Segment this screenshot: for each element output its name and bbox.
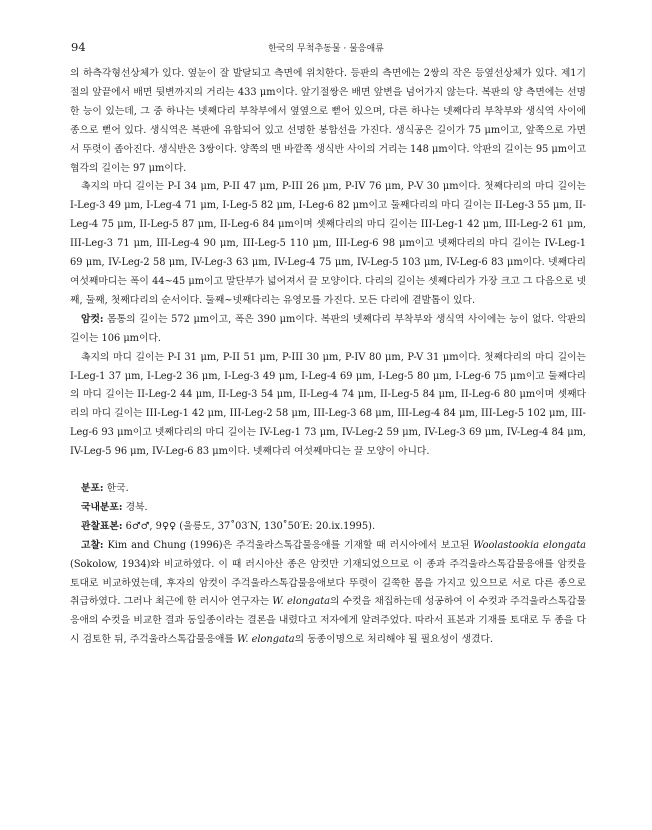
paragraph-female-description <box>70 311 586 349</box>
page-body <box>70 65 586 650</box>
species-name-w-elongata-2: W. elongata <box>237 634 295 646</box>
female-text: 몸통의 길이는 572 μm이고, 폭은 390 μm이다. 복판의 넷째다리 부착부와 생식역 사이에는 능이 없다. 악판의 길이는 106 μm이다. <box>70 313 586 344</box>
female-label: 암컷: <box>81 313 104 325</box>
domestic-distribution-line <box>70 499 586 518</box>
species-name-w-elongata-1: W. elongata <box>272 596 331 608</box>
paragraph-female-leg-measurements: 촉지의 마디 길이는 P-I 31 μm, P-II 51 μm, P-III 30 μm, P-IV 80 μm, P-V 31 μm이다. 첫째다리의 마디 길이는 I-Leg-1 37 μm, I-Leg-2 36 μm, I-Leg-3 49 μm, I-Leg-4 69 μm, I-Leg-5 80 μm, I-Leg-6 75 μm이고 둘째다리의 마디 길이는 II-Leg-2 44 μm, II-Leg-3 54 μm, II-Leg-4 74 μm, II-Leg-5 84 μm, II-Leg-6 80 μm이며 셋째다리의 마디 길이는 III-Leg-1 42 μm, III-Leg-2 58 μm, III-Leg-3 68 μm, III-Leg-4 84 μm, III-Leg-5 102 μm, III-Leg-6 93 μm이고 넷째다리의 마디 길이는 IV-Leg-1 73 μm, IV-Leg-2 59 μm, IV-Leg-3 69 μm, IV-Leg-4 84 μm, IV-Leg-5 96 μm, IV-Leg-6 83 μm이다. 넷째다리 여섯째마디는 끌 모양이 아니다. <box>70 351 586 458</box>
paragraph-male-description: 의 하측각형선상체가 있다. 옆눈이 잘 발달되고 측면에 위치한다. 등판의 측면에는 2쌍의 작은 등옆선상체가 있다. 제1기절의 앞끝에서 배면 뒷변까지의 거리는 433 μm이다. 앞기절쌍은 배면 앞변을 넘어가지 않는다. 복판의 양 측면에는 선명한 능이 있는데, 그 중 하나는 넷째다리 부착부에서 옆옆으로 뻗어 있으며, 다른 하나는 넷째다리 부착부와 생식역 사이에 종으로 뻗어 있다. 생식역은 복판에 유합되어 있고 선명한 봉합선을 가진다. 생식공은 길이가 75 μm이고, 앞쪽으로 가면서 뚜렷이 좁아진다. 생식반은 3쌍이다. 양쪽의 맨 바깥쪽 생식반 사이의 거리는 148 μm이다. 악판의 길이는 95 μm이고 협각의 길이는 97 μm이다. <box>70 68 586 174</box>
running-title: 한국의 무척추동물 · 물응애류 <box>268 44 384 54</box>
distribution-value: 한국. <box>106 483 129 495</box>
specimens-value: 6♂♂, 9♀♀ (울릉도, 37˚03′N, 130˚50′E: 20.ix.1995). <box>125 520 376 532</box>
distribution-line <box>70 480 586 499</box>
specimens-line <box>70 518 586 537</box>
species-name-woolastookia: Woolastookia elongata <box>473 539 586 551</box>
remarks-label: 고찰: <box>81 539 104 551</box>
remarks-text-3: 의 수컷을 채집하는데 성공하여 이 수컷과 주걱울라스톡갑물응애의 수컷을 비교한 결과 동일종이라는 결론을 내렸다고 저자에게 알려주었다. 따라서 표본과 기재를 토대로 두 종을 다시 검토한 뒤, 주걱울라스톡갑물응애를 <box>70 596 586 646</box>
domestic-value: 경북. <box>125 501 148 513</box>
remarks-text-4: 의 동종이명으로 처리해야 될 필요성이 생겼다. <box>294 634 494 646</box>
page-number: 94 <box>71 40 86 54</box>
paragraph-male-leg-measurements: 촉지의 마디 길이는 P-I 34 μm, P-II 47 μm, P-III 26 μm, P-IV 76 μm, P-V 30 μm이다. 첫째다리의 마디 길이는 I-Leg-3 49 μm, I-Leg-4 71 μm, I-Leg-5 82 μm, I-Leg-6 82 μm이고 둘째다리의 마디 길이는 II-Leg-3 55 μm, II-Leg-4 75 μm, II-Leg-5 87 μm, II-Leg-6 84 μm이며 셋째다리의 마디 길이는 III-Leg-1 42 μm, III-Leg-2 61 μm, III-Leg-3 71 μm, III-Leg-4 90 μm, III-Leg-5 110 μm, III-Leg-6 98 μm이고 넷째다리의 마디 길이는 IV-Leg-1 69 μm, IV-Leg-2 58 μm, IV-Leg-3 63 μm, IV-Leg-4 75 μm, IV-Leg-5 103 μm, IV-Leg-6 83 μm이다. 넷째다리 여섯째마디는 폭이 44~45 μm이고 말단부가 넓어져서 끌 모양이다. 다리의 길이는 셋째다리가 가장 크고 그 다음으로 넷째, 둘째, 첫째다리의 순서이다. 둘째~넷째다리는 유영모를 가진다. 모든 다리에 곁발톱이 있다. <box>70 181 586 306</box>
domestic-label: 국내분포: <box>81 501 123 513</box>
remarks-paragraph <box>70 537 586 650</box>
remarks-text-1: Kim and Chung (1996)은 주걱울라스톡갑물응애를 기재할 때 러시아에서 보고된 <box>107 539 474 551</box>
remarks-text-2: (Sokolow, 1934)와 비교하였다. 이 때 러시아산 종은 암컷만 기재되었으므로 이 종과 주걱울라스톡갑물응애를 암컷을 토대로 비교하였는데, 후자의 암컷이 주걱울라스톡갑물응애보다 뚜렷이 길쭉한 몸을 가지고 있으므로 서로 다른 종으로 취급하였다. 그러나 최근에 한 러시아 연구자는 <box>70 558 586 608</box>
specimens-label: 관찰표본: <box>81 520 123 532</box>
distribution-label: 분포: <box>81 483 104 495</box>
